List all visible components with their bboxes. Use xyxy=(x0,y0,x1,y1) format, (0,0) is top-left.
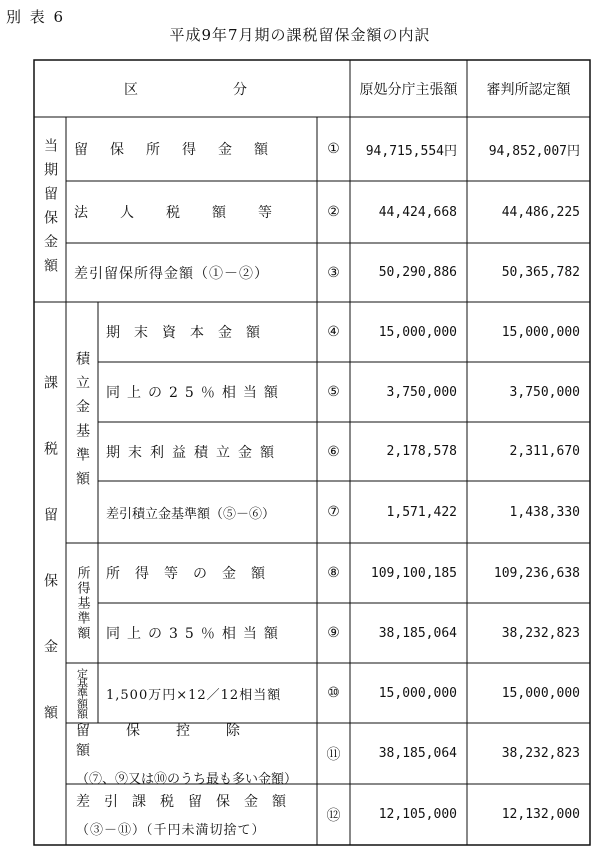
row-label-block xyxy=(72,784,317,845)
row-label: 1,500万円×12／12相当額 xyxy=(106,687,282,703)
group-label-reserve-base xyxy=(66,310,98,535)
original-amount: 50,290,886 xyxy=(378,265,457,280)
row-number: ⑨ xyxy=(327,625,340,641)
row-label: 差引留保所得金額（①－②） xyxy=(74,265,269,282)
header-tribunal-finding: 審判所認定額 xyxy=(486,81,571,98)
original-amount: 109,100,185 xyxy=(370,565,457,581)
tribunal-amount: 3,750,000 xyxy=(509,384,580,400)
row-number: ⑩ xyxy=(327,685,340,701)
tribunal-amount: 50,365,782 xyxy=(501,265,580,280)
row-number: ⑦ xyxy=(327,504,340,520)
tribunal-amount: 12,132,000 xyxy=(501,807,580,822)
group-label-text: 定基準額額 xyxy=(75,668,89,718)
group-label-current-retained xyxy=(34,122,66,297)
group-label-taxable-retained xyxy=(34,310,66,835)
row-sublabel: （⑦、⑨又は⑩のうち最も多い金額） xyxy=(76,772,298,787)
tribunal-amount: 94,852,007円 xyxy=(488,143,580,159)
row-number: ⑤ xyxy=(327,384,340,400)
tribunal-amount: 109,236,638 xyxy=(493,565,580,581)
row-label: 差引課税留保金額 xyxy=(76,794,300,810)
row-label: 留保控除額 xyxy=(76,723,276,759)
original-amount: 38,185,064 xyxy=(378,746,457,761)
row-number: ⑪ xyxy=(326,746,341,763)
group-label-income-base xyxy=(66,548,98,658)
tribunal-amount: 15,000,000 xyxy=(501,324,580,340)
tribunal-amount: 15,000,000 xyxy=(501,685,580,701)
original-amount: 94,715,554円 xyxy=(365,143,457,159)
row-number: ② xyxy=(327,204,340,220)
tribunal-amount: 1,438,330 xyxy=(509,504,580,520)
tribunal-amount: 44,486,225 xyxy=(501,204,580,220)
row-number: ⑫ xyxy=(326,807,341,824)
original-amount: 15,000,000 xyxy=(378,324,457,340)
row-label: 留保所得金額 xyxy=(74,142,290,158)
original-amount: 38,185,064 xyxy=(378,625,457,641)
original-amount: 1,571,422 xyxy=(386,504,457,520)
row-number: ⑧ xyxy=(327,565,340,581)
row-label: 期末資本金額 xyxy=(106,325,274,341)
row-number: ⑥ xyxy=(327,443,340,460)
row-label: 所得等の金額 xyxy=(106,566,280,582)
group-label-text: 所得基準額 xyxy=(74,565,90,641)
row-label: 法人税額等 xyxy=(74,205,304,221)
group-label-fixed-base xyxy=(66,666,98,720)
row-label-block xyxy=(72,723,317,787)
appendix-label: 別 表 6 xyxy=(6,8,66,26)
group-label-text: 課税留保金額 xyxy=(42,374,58,771)
original-amount: 2,178,578 xyxy=(386,444,457,459)
row-sublabel: （③－⑪）（千円未満切捨て） xyxy=(76,823,266,838)
row-label: 同上の35％相当額 xyxy=(106,626,285,642)
original-amount: 44,424,668 xyxy=(378,204,457,220)
row-label: 差引積立金基準額（⑤－⑥） xyxy=(106,506,276,522)
tribunal-amount: 38,232,823 xyxy=(501,746,580,761)
row-number: ④ xyxy=(327,324,340,340)
page-title: 平成9年7月期の課税留保金額の内訳 xyxy=(169,26,431,44)
row-number: ③ xyxy=(327,264,340,281)
header-division-right: 分 xyxy=(233,81,247,98)
row-number: ① xyxy=(327,141,340,157)
original-amount: 15,000,000 xyxy=(378,685,457,701)
row-label: 期末利益積立金額 xyxy=(106,444,282,461)
tribunal-amount: 2,311,670 xyxy=(509,444,580,459)
group-label-text: 当期留保金額 xyxy=(42,137,58,282)
header-original-claim: 原処分庁主張額 xyxy=(359,81,458,98)
original-amount: 12,105,000 xyxy=(378,807,457,822)
header-division xyxy=(34,60,317,117)
group-label-text: 積立金基準額 xyxy=(74,350,90,495)
header-division-left: 区 xyxy=(124,81,138,98)
original-amount: 3,750,000 xyxy=(386,384,457,400)
tribunal-amount: 38,232,823 xyxy=(501,625,580,641)
row-label: 同上の25％相当額 xyxy=(106,385,285,401)
